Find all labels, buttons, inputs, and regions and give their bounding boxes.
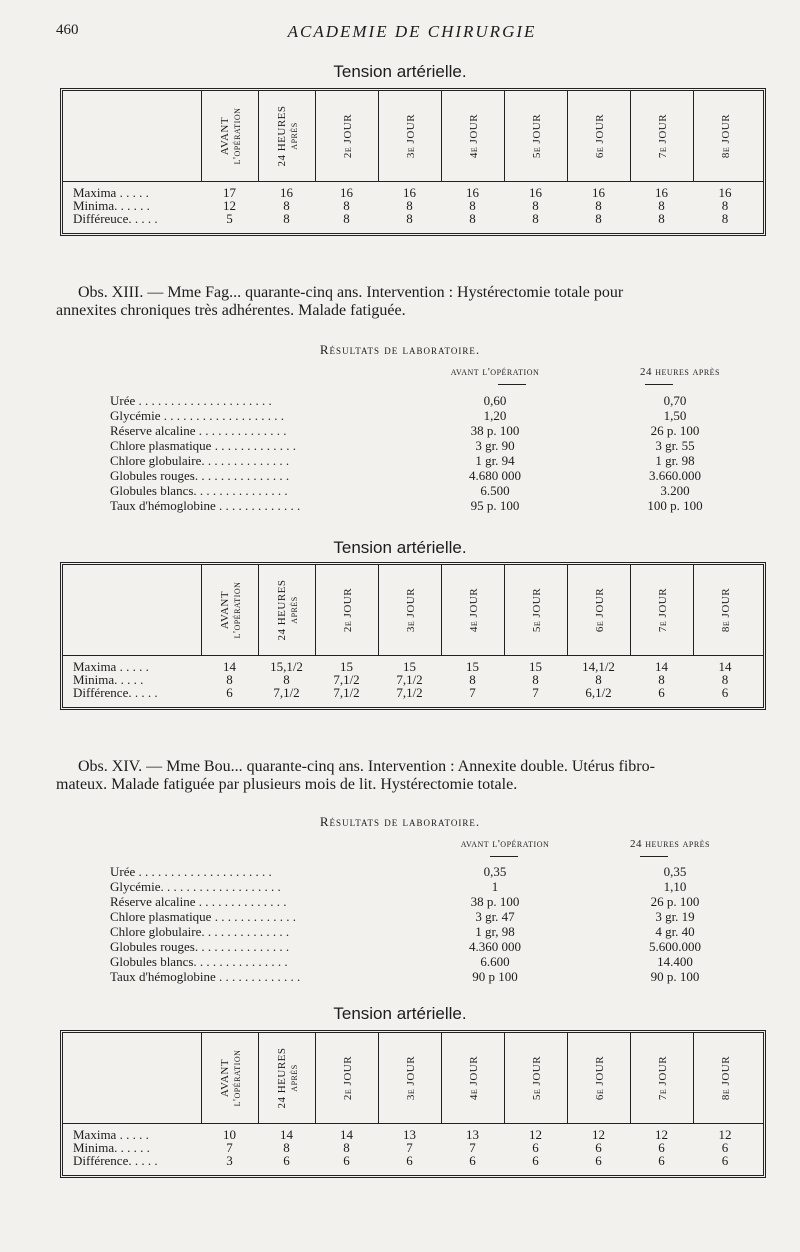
lab-value-after: 3 gr. 55: [655, 438, 695, 453]
lab-test-name: Urée . . . . . . . . . . . . . . . . . . . . .: [110, 864, 272, 879]
lab-row: [110, 864, 730, 879]
column-header: [567, 1033, 631, 1123]
lab-row: [110, 939, 730, 954]
column-header-label: AVANT l'opération: [218, 107, 243, 165]
col-after-header: 24 heures après: [629, 838, 710, 850]
observation-text: Obs. XIV. — Mme Bou... quarante-cinq ans. Intervention : Annexite double. Utérus fibro-: [78, 758, 655, 775]
lab-value-after: 14.400: [657, 954, 693, 969]
table-cell: 12: [718, 1127, 732, 1142]
column-header-label: 24 HEURES après: [275, 105, 300, 167]
table-cell: 8: [406, 211, 413, 226]
lab-test-name: Taux d'hémoglobine . . . . . . . . . . . . .: [110, 498, 301, 513]
lab-value-before: 1 gr. 94: [475, 453, 515, 468]
table-cell: 8: [343, 211, 350, 226]
table-body: [63, 1124, 763, 1175]
table-cell: 7,1/2: [333, 672, 360, 687]
table-cell: 6,1/2: [585, 685, 612, 700]
lab-test-name: Globules rouges. . . . . . . . . . . . . . .: [110, 939, 290, 954]
table-row: [63, 212, 763, 225]
lab-value-after: 4 gr. 40: [655, 924, 695, 939]
column-header: [504, 1033, 568, 1123]
row-label: Maxima . . . . .: [73, 659, 149, 674]
table-cell: 8: [532, 672, 539, 687]
lab-value-before: 3 gr. 47: [475, 909, 515, 924]
table-cell: 13: [466, 1127, 479, 1142]
table-cell: 12: [655, 1127, 668, 1142]
table-cell: 7,1/2: [396, 685, 423, 700]
table-cell: 7: [226, 1140, 233, 1155]
row-label: Maxima . . . . .: [73, 1127, 149, 1142]
lab-value-before: 1: [491, 879, 499, 894]
lab-value-before: 4.680 000: [469, 468, 521, 483]
table-cell: 15: [529, 659, 542, 674]
column-header-label: 8e JOUR: [720, 113, 732, 159]
observation-text: Obs. XIII. — Mme Fag... quarante-cinq ans. Intervention : Hystérectomie totale pour: [78, 284, 624, 301]
column-header: [567, 91, 631, 181]
table-cell: 6: [469, 1153, 476, 1168]
column-header-label: 3e JOUR: [404, 1055, 417, 1101]
column-header-label: 8e JOUR: [720, 1055, 732, 1101]
column-header: [378, 565, 442, 655]
table-cell: 8: [595, 211, 602, 226]
page-number: 460: [56, 22, 79, 38]
lab-value-before: 95 p. 100: [470, 498, 520, 513]
lab-value-after: 3.660.000: [649, 468, 701, 483]
table-cell: 7: [406, 1140, 413, 1155]
table-cell: 8: [595, 672, 602, 687]
table-cell: 7: [532, 685, 539, 700]
lab-value-after: 3.200: [660, 483, 690, 498]
column-header: [630, 1033, 694, 1123]
lab-test-name: Réserve alcaline . . . . . . . . . . . . . .: [110, 423, 287, 438]
lab-value-before: 38 p. 100: [470, 894, 520, 909]
table-title: Tension artérielle.: [333, 538, 467, 557]
lab-test-name: Chlore globulaire. . . . . . . . . . . . . .: [110, 924, 290, 939]
table-cell: 14: [718, 659, 732, 674]
lab-row: [110, 909, 730, 924]
table-header-blank: [63, 91, 201, 181]
lab-value-after: 0,70: [663, 393, 687, 408]
table-cell: 8: [226, 672, 233, 687]
running-title: ACADEMIE DE CHIRURGIE: [287, 22, 537, 41]
divider: [490, 856, 518, 857]
lab-results-title: Résultats de laboratoire.: [319, 814, 481, 829]
table-cell: 14: [223, 659, 236, 674]
table-cell: 12: [592, 1127, 605, 1142]
table-cell: 12: [529, 1127, 542, 1142]
lab-value-before: 0,60: [483, 393, 507, 408]
column-header: [693, 91, 758, 181]
table-cell: 15: [466, 659, 479, 674]
table-cell: 14: [655, 659, 668, 674]
table-header: [63, 91, 763, 182]
table-cell: 16: [280, 185, 293, 200]
row-label: Différence. . . . .: [73, 1153, 158, 1168]
tension-table: [60, 562, 766, 710]
table-row: [63, 1154, 763, 1167]
column-header: [441, 91, 505, 181]
lab-value-before: 1 gr, 98: [475, 924, 515, 939]
lab-test-name: Taux d'hémoglobine . . . . . . . . . . . . .: [110, 969, 301, 984]
table-header: [63, 1033, 763, 1124]
table-cell: 5: [226, 211, 233, 226]
lab-test-name: Globules blancs. . . . . . . . . . . . . . .: [110, 483, 288, 498]
lab-value-before: 90 p 100: [472, 969, 518, 984]
column-header-label: 5e JOUR: [530, 587, 543, 633]
column-header-label: 8e JOUR: [720, 587, 732, 633]
lab-value-after: 3 gr. 19: [655, 909, 695, 924]
column-header-label: 7e JOUR: [656, 113, 669, 159]
column-header-label: 6e JOUR: [593, 587, 606, 633]
lab-row: [110, 483, 730, 498]
col-before-header: avant l'opération: [450, 366, 540, 378]
column-header-label: 5e JOUR: [530, 1055, 543, 1101]
lab-test-name: Glycémie . . . . . . . . . . . . . . . . . . .: [110, 408, 285, 423]
column-header: [441, 1033, 505, 1123]
lab-row: [110, 879, 730, 894]
column-header: [201, 1033, 259, 1123]
table-cell: 8: [595, 198, 602, 213]
table-cell: 6: [658, 1153, 665, 1168]
lab-row: [110, 969, 730, 984]
column-header-label: 4e JOUR: [467, 587, 480, 633]
table-header-blank: [63, 565, 201, 655]
lab-value-after: 1,50: [663, 408, 687, 423]
table-cell: 6: [658, 1140, 665, 1155]
table-cell: 16: [340, 185, 353, 200]
column-header: [258, 91, 316, 181]
divider: [645, 384, 673, 385]
observation-text: mateux. Malade fatiguée par plusieurs mois de lit. Hystérectomie totale.: [56, 776, 518, 793]
lab-value-after: 0,35: [663, 864, 687, 879]
column-header: [315, 91, 379, 181]
table-cell: 6: [532, 1153, 539, 1168]
lab-test-name: Globules blancs. . . . . . . . . . . . . . .: [110, 954, 288, 969]
lab-row: [110, 393, 730, 408]
table-cell: 8: [283, 672, 290, 687]
table-cell: 16: [592, 185, 605, 200]
lab-value-before: 4.360 000: [469, 939, 521, 954]
table-cell: 17: [223, 185, 236, 200]
table-cell: 15,1/2: [270, 659, 303, 674]
table-cell: 6: [721, 1140, 729, 1155]
table-cell: 8: [721, 672, 729, 687]
col-after-header: 24 heures après: [639, 366, 720, 378]
lab-value-before: 1,20: [483, 408, 507, 423]
column-header-label: 7e JOUR: [656, 1055, 669, 1101]
row-label: Maxima . . . . .: [73, 185, 149, 200]
column-header: [504, 565, 568, 655]
column-header: [258, 1033, 316, 1123]
table-cell: 6: [721, 685, 729, 700]
column-header-label: 2e JOUR: [341, 1055, 354, 1101]
column-header: [630, 91, 694, 181]
table-cell: 6: [406, 1153, 413, 1168]
lab-value-before: 6.500: [480, 483, 510, 498]
table-cell: 15: [403, 659, 416, 674]
table-cell: 15: [340, 659, 353, 674]
column-header-label: 4e JOUR: [467, 113, 480, 159]
table-cell: 16: [718, 185, 732, 200]
table-cell: 7,1/2: [396, 672, 423, 687]
column-header: [630, 565, 694, 655]
table-title: Tension artérielle.: [333, 1004, 467, 1023]
table-cell: 6: [595, 1140, 602, 1155]
column-header-label: 2e JOUR: [341, 113, 354, 159]
column-header: [693, 565, 758, 655]
page-header: [56, 22, 768, 44]
table-cell: 8: [658, 211, 665, 226]
table-body: [63, 656, 763, 707]
table-cell: 6: [595, 1153, 602, 1168]
column-header: [378, 1033, 442, 1123]
lab-row: [110, 423, 730, 438]
column-header: [315, 565, 379, 655]
table-cell: 3: [226, 1153, 233, 1168]
col-before-header: avant l'opération: [460, 838, 550, 850]
row-label: Minima. . . . . .: [73, 1140, 150, 1155]
column-header-label: 2e JOUR: [341, 587, 354, 633]
row-label: Différeuce. . . . .: [73, 211, 158, 226]
column-header: [693, 1033, 758, 1123]
lab-row: [110, 468, 730, 483]
column-header-label: 7e JOUR: [656, 587, 669, 633]
tension-table: [60, 88, 766, 236]
table-cell: 8: [283, 198, 290, 213]
table-cell: 6: [658, 685, 665, 700]
column-header-label: 4e JOUR: [467, 1055, 480, 1101]
table-cell: 8: [469, 672, 476, 687]
lab-row: [110, 408, 730, 423]
lab-results-title: Résultats de laboratoire.: [319, 342, 481, 357]
table-cell: 8: [343, 1140, 350, 1155]
column-header: [201, 91, 259, 181]
lab-test-name: Urée . . . . . . . . . . . . . . . . . . . . .: [110, 393, 272, 408]
table-cell: 8: [532, 198, 539, 213]
table-cell: 8: [658, 672, 665, 687]
lab-value-after: 1 gr. 98: [655, 453, 695, 468]
lab-value-before: 3 gr. 90: [475, 438, 515, 453]
table-cell: 8: [343, 198, 350, 213]
column-header-label: AVANT l'opération: [218, 1049, 243, 1107]
table-cell: 14,1/2: [582, 659, 615, 674]
lab-row: [110, 954, 730, 969]
table-cell: 8: [532, 211, 539, 226]
lab-row: [110, 453, 730, 468]
table-row: [63, 686, 763, 699]
table-cell: 6: [226, 685, 233, 700]
lab-value-after: 26 p. 100: [650, 894, 700, 909]
table-cell: 16: [466, 185, 479, 200]
table-cell: 16: [655, 185, 668, 200]
divider: [640, 856, 668, 857]
row-label: Différence. . . . .: [73, 685, 158, 700]
table-cell: 10: [223, 1127, 236, 1142]
table-cell: 8: [406, 198, 413, 213]
table-header: [63, 565, 763, 656]
lab-test-name: Glycémie. . . . . . . . . . . . . . . . . . .: [110, 879, 281, 894]
column-header-label: AVANT l'opération: [218, 581, 243, 639]
table-cell: 6: [343, 1153, 350, 1168]
column-header: [201, 565, 259, 655]
table-cell: 8: [721, 211, 729, 226]
lab-test-name: Chlore globulaire. . . . . . . . . . . . . .: [110, 453, 290, 468]
column-header: [378, 91, 442, 181]
table-cell: 8: [658, 198, 665, 213]
table-cell: 6: [283, 1153, 290, 1168]
table-cell: 16: [403, 185, 416, 200]
table-cell: 8: [283, 1140, 290, 1155]
table-cell: 8: [469, 211, 476, 226]
row-label: Minima. . . . .: [73, 672, 144, 687]
divider: [498, 384, 526, 385]
column-header: [315, 1033, 379, 1123]
lab-test-name: Chlore plasmatique . . . . . . . . . . . . .: [110, 438, 296, 453]
table-cell: 16: [529, 185, 542, 200]
column-header-label: 24 HEURES après: [275, 1047, 300, 1109]
table-cell: 8: [469, 198, 476, 213]
observation-text: annexites chroniques très adhérentes. Malade fatiguée.: [56, 302, 406, 319]
table-cell: 14: [280, 1127, 293, 1142]
table-cell: 14: [340, 1127, 353, 1142]
lab-row: [110, 438, 730, 453]
lab-test-name: Réserve alcaline . . . . . . . . . . . . . .: [110, 894, 287, 909]
table-header-blank: [63, 1033, 201, 1123]
table-cell: 12: [223, 198, 236, 213]
lab-value-after: 90 p. 100: [650, 969, 700, 984]
column-header-label: 6e JOUR: [593, 1055, 606, 1101]
lab-value-after: 26 p. 100: [650, 423, 700, 438]
row-label: Minima. . . . . .: [73, 198, 150, 213]
column-header-label: 3e JOUR: [404, 587, 417, 633]
lab-value-before: 0,35: [483, 864, 507, 879]
column-header-label: 6e JOUR: [593, 113, 606, 159]
table-title: Tension artérielle.: [333, 62, 467, 81]
lab-value-after: 100 p. 100: [647, 498, 703, 513]
lab-value-before: 6.600: [480, 954, 510, 969]
table-body: [63, 182, 763, 233]
column-header: [504, 91, 568, 181]
column-header-label: 24 HEURES après: [275, 579, 300, 641]
table-cell: 8: [283, 211, 290, 226]
column-header: [258, 565, 316, 655]
lab-row: [110, 498, 730, 513]
column-header-label: 3e JOUR: [404, 113, 417, 159]
lab-row: [110, 894, 730, 909]
table-cell: 13: [403, 1127, 416, 1142]
lab-value-after: 1,10: [663, 879, 687, 894]
table-cell: 7,1/2: [273, 685, 300, 700]
table-cell: 8: [721, 198, 729, 213]
lab-value-before: 38 p. 100: [470, 423, 520, 438]
tension-table: [60, 1030, 766, 1178]
table-cell: 7: [469, 685, 476, 700]
table-cell: 6: [721, 1153, 729, 1168]
table-cell: 6: [532, 1140, 539, 1155]
column-header-label: 5e JOUR: [530, 113, 543, 159]
column-header: [567, 565, 631, 655]
column-header: [441, 565, 505, 655]
lab-test-name: Chlore plasmatique . . . . . . . . . . . . .: [110, 909, 296, 924]
lab-value-after: 5.600.000: [649, 939, 701, 954]
table-cell: 7: [469, 1140, 476, 1155]
lab-row: [110, 924, 730, 939]
table-cell: 7,1/2: [333, 685, 360, 700]
lab-test-name: Globules rouges. . . . . . . . . . . . . . .: [110, 468, 290, 483]
